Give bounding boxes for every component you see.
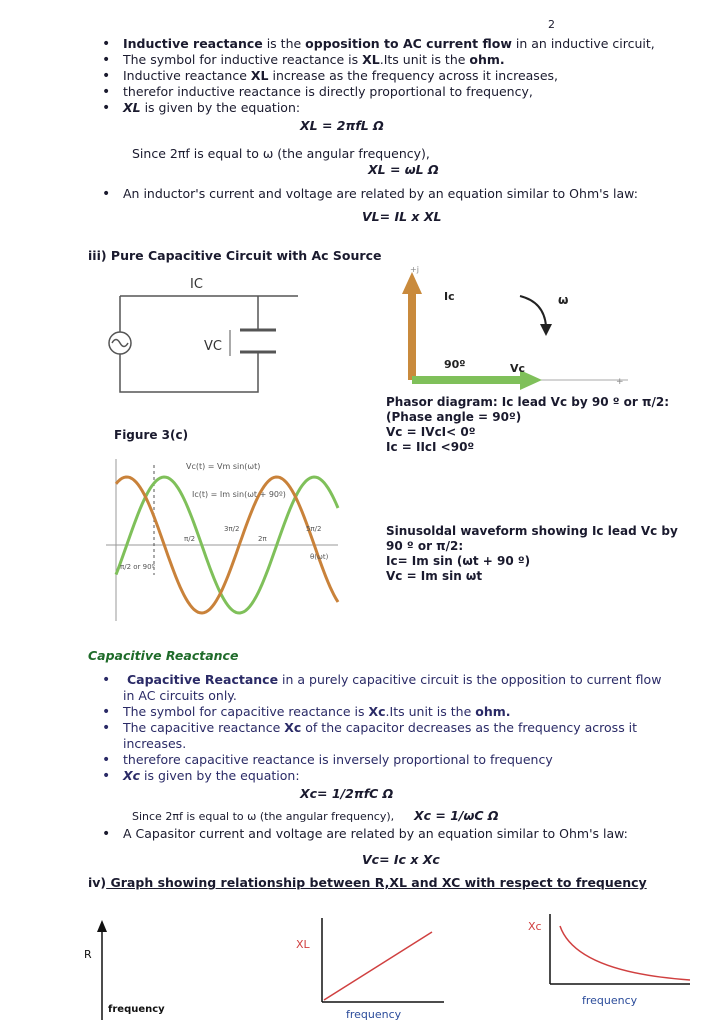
vc-phasor: [412, 376, 522, 384]
equation-xl: XL = 2πfL Ω: [300, 118, 384, 133]
equation-xl-omega: XL = ωL Ω: [368, 162, 439, 177]
list-item: • An inductor's current and voltage are related by an equation similar to Ohm's law:: [86, 186, 706, 202]
ic-phasor: [408, 292, 416, 380]
list-item: • Inductive reactance XL increase as the frequency across it increases,: [86, 68, 686, 84]
list-item: • therefore capacitive reactance is inversely proportional to frequency: [86, 752, 706, 768]
list-item: • Inductive reactance is the opposition to AC current flow in an inductive circuit,: [86, 36, 686, 52]
phasor-omega-label: ω: [558, 293, 569, 307]
omega-arrow: [520, 296, 546, 326]
ac-wave-icon: [112, 340, 128, 347]
section-heading-iv: iv) Graph showing relationship between R,XL and XC with respect to frequency: [88, 875, 647, 890]
ic-arrow-head: [402, 272, 422, 294]
equation-xc: Xc= 1/2πfC Ω: [300, 786, 394, 801]
waveform-diagram: [106, 455, 340, 625]
capacitive-bullets-2: [86, 826, 706, 842]
list-item: • A Capasitor current and voltage are related by an equation similar to Ohm's law:: [86, 826, 706, 842]
phasor-ic-label: Ic: [444, 290, 455, 303]
graph-xc: [520, 914, 700, 1018]
list-item: • XL is given by the equation:: [86, 100, 686, 116]
graph-xl-ylabel: XL: [296, 938, 310, 951]
circuit-wire: [120, 296, 258, 392]
phasor-diagram: [396, 262, 646, 392]
list-item: • The capacitive reactance Xc of the capacitor decreases as the frequency across it: [86, 720, 706, 736]
tick-label: π/2: [184, 535, 196, 543]
graph-xc-xlabel: frequency: [582, 994, 638, 1007]
axis-label-icon: +j: [410, 265, 419, 274]
ic-label: IC: [190, 277, 203, 292]
inductive-bullets: [86, 36, 686, 116]
list-item: increases.: [123, 736, 187, 751]
page-number: 2: [548, 18, 555, 31]
graph-xl-xlabel: frequency: [346, 1008, 402, 1021]
phase-label: π/2 or 90º: [120, 563, 155, 571]
phasor-angle-label: 90º: [444, 358, 466, 371]
tick-label: 5π/2: [306, 525, 322, 533]
list-item: • The symbol for inductive reactance is XL.Its unit is the ohm.: [86, 52, 686, 68]
phasor-vc-label: Vc: [510, 362, 526, 375]
graph-r-xlabel: frequency: [108, 1004, 165, 1015]
y-axis-arrow: [97, 920, 107, 932]
inductive-bullets-2: [86, 186, 706, 202]
tick-label: 3π/2: [224, 525, 240, 533]
vc-label: VC: [204, 339, 222, 354]
section-heading: iii) Pure Capacitive Circuit with Ac Source: [88, 248, 382, 263]
list-item: • Xc is given by the equation:: [86, 768, 706, 784]
vc-wave-label: Vc(t) = Vm sin(ωt): [186, 462, 261, 471]
tick-label: 2π: [258, 535, 267, 543]
since-text: Since 2πf is equal to ω (the angular frequency),: [132, 146, 430, 161]
graph-r: [82, 918, 202, 1022]
equation-xc-omega: Xc = 1/ωC Ω: [414, 808, 499, 823]
capacitive-heading: Capacitive Reactance: [88, 648, 239, 663]
equation-vl: VL= IL x XL: [362, 209, 442, 224]
omega-arrow-head: [540, 324, 552, 336]
graph-xc-ylabel: Xc: [528, 920, 542, 933]
list-item: • The symbol for capacitive reactance is Xc.Its unit is the ohm.: [86, 704, 706, 720]
graph-r-ylabel: R: [84, 948, 92, 961]
circuit-diagram: [98, 268, 298, 408]
xl-line: [324, 932, 432, 1000]
list-item: • therefor inductive reactance is directly proportional to frequency,: [86, 84, 686, 100]
waveform-caption: Sinusoldal waveform showing Ic lead Vc by 90 º or π/2: Ic= Im sin (ωt + 90 º) Vc = Im sin ωt: [386, 524, 678, 583]
graph-xl: [292, 918, 452, 1026]
list-item: • Capacitive Reactance in a purely capacitive circuit is the opposition to current flow: [86, 672, 706, 688]
list-item: in AC circuits only.: [123, 688, 237, 703]
capacitive-bullets: [86, 672, 706, 784]
axis-label: θ(ωt): [310, 553, 329, 561]
xc-curve: [560, 926, 690, 980]
phasor-caption: Phasor diagram: Ic lead Vc by 90 º or π/2: (Phase angle = 90º) Vc = IVcI< 0º Ic = IIcI <90º: [386, 395, 670, 454]
ic-wave-label: Ic(t) = Im sin(ωt + 90º): [192, 490, 286, 499]
figure-caption: Figure 3(c): [114, 428, 189, 442]
axis-plus-icon: +: [616, 377, 624, 387]
since-text-c: Since 2πf is equal to ω (the angular frequency),: [132, 810, 395, 823]
equation-vc: Vc= Ic x Xc: [362, 852, 440, 867]
